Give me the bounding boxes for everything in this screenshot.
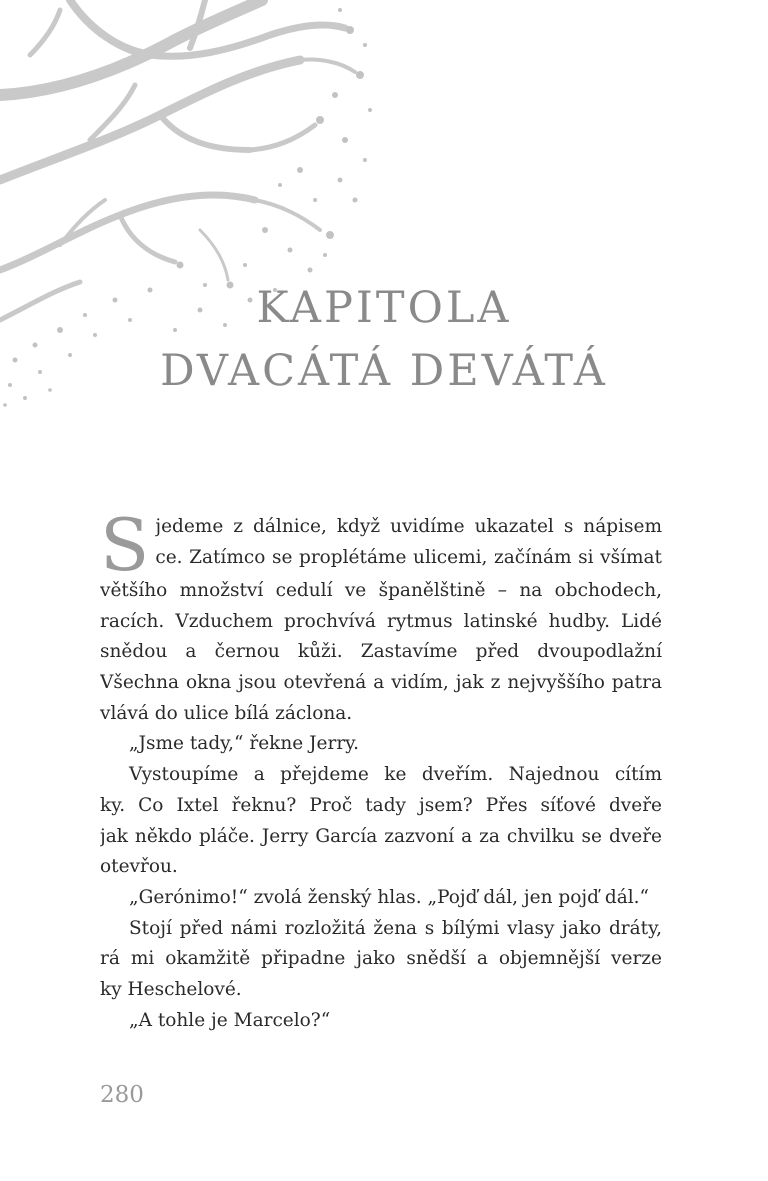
text-line: snědou a černou kůži. Zastavíme před dvoupodlažní (100, 641, 662, 663)
text-line: otevřou. (100, 856, 178, 878)
chapter-title-line-1: KAPITOLA (256, 283, 512, 333)
text-line: jak někdo pláče. Jerry García zazvoní a za chvilku se dveře (100, 825, 662, 847)
text-line: ky. Co Ixtel řeknu? Proč tady jsem? Přes síťové dveře (100, 794, 662, 816)
paragraph-4: „Gerónimo!“ zvolá ženský hlas. „Pojď dál, jen pojď dál.“ (129, 886, 649, 908)
text-line: většího množství cedulí ve španělštině – na obchodech, (100, 580, 662, 601)
text-line: Stojí před námi rozložitá žena s bílými vlasy jako dráty, (129, 917, 662, 939)
text-line: racích. Vzduchem prochvívá rytmus latinské hudby. Lidé (100, 610, 662, 632)
text-line: Vystoupíme a přejdeme ke dveřím. Najednou cítím (129, 764, 662, 786)
page-number: 280 (100, 1082, 144, 1108)
drop-cap: S (100, 512, 150, 576)
chapter-title-line-2: DVACÁTÁ DEVÁTÁ (160, 346, 608, 396)
paragraph-6: „A tohle je Marcelo?“ (129, 1009, 331, 1031)
chapter-body (100, 512, 662, 1036)
text-line: vlává do ulice bílá záclona. (100, 702, 353, 724)
text-line: rá mi okamžitě připadne jako snědší a objemnější verze (100, 948, 662, 970)
text-line: ce. Zatímco se proplétáme ulicemi, začínám si všímat (155, 546, 662, 568)
text-line: ky Heschelové. (100, 978, 242, 1000)
paragraph-1 (100, 512, 662, 576)
text-line: Všechna okna jsou otevřená a vidím, jak z nejvyššího patra (100, 672, 662, 694)
paragraph-2: „Jsme tady,“ řekne Jerry. (129, 733, 360, 755)
text-line: jedeme z dálnice, když uvidíme ukazatel s nápisem (155, 516, 662, 537)
